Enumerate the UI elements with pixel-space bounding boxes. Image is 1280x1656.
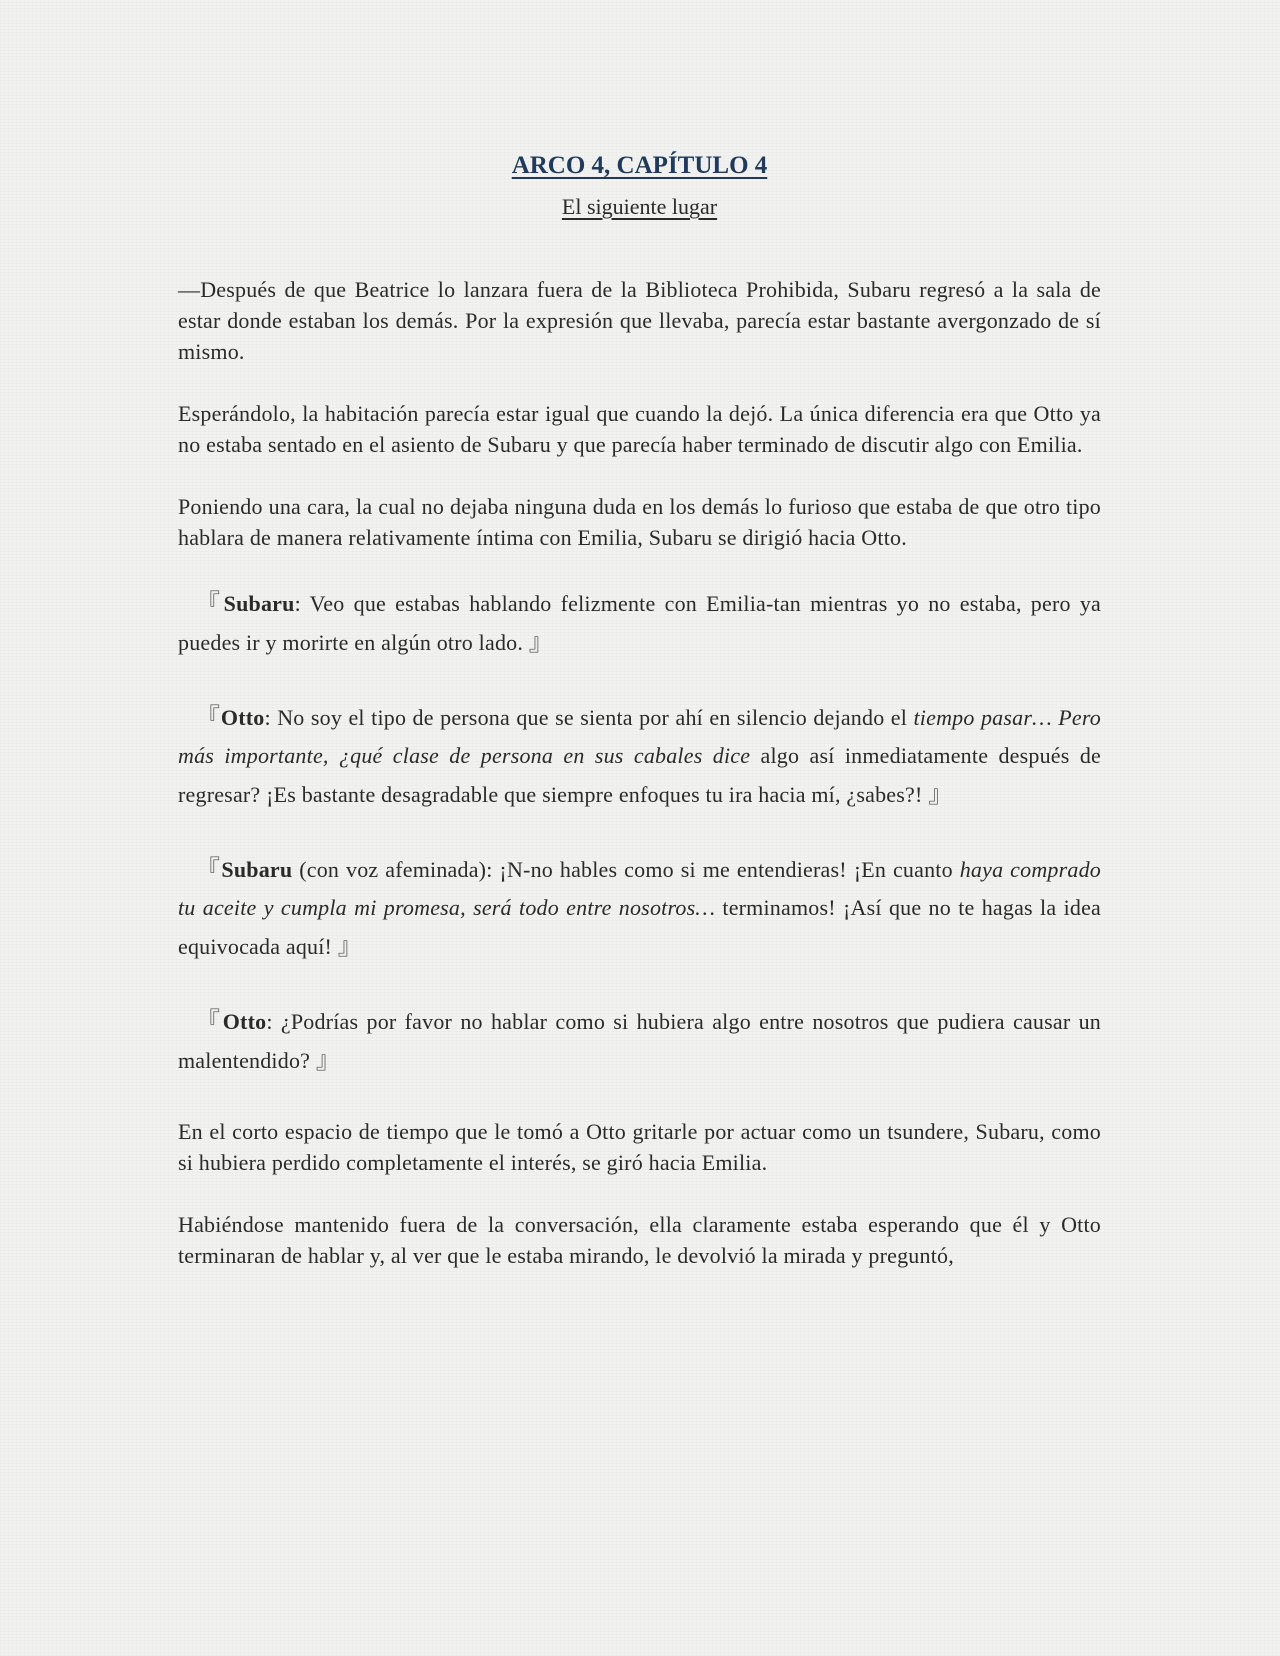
dialogue-text: ¡N-no hables como si me entendieras! ¡En cuanto xyxy=(492,857,960,882)
narrative-paragraph: Habiéndose mantenido fuera de la conversación, ella claramente estaba esperando que él y Otto terminaran de hablar y, al ver que le estaba mirando, le devolvió la mirada y preguntó, xyxy=(178,1212,1101,1268)
open-bracket-glyph: 『 xyxy=(196,589,224,617)
dialogue-text: No soy el tipo de persona que se sienta por ahí en silencio dejando el xyxy=(270,705,914,730)
dialogue-text-continued: terminamos! ¡Así que no te hagas la idea equivocada aquí! xyxy=(178,895,1102,959)
document-page xyxy=(178,146,1101,1302)
close-bracket-glyph: 』 xyxy=(928,780,953,808)
open-bracket-glyph: 『 xyxy=(196,1007,223,1035)
dialogue-italic-text: tiempo pasar… Pero más importante, ¿qué clase de persona en sus cabales dice xyxy=(178,705,1101,768)
dialogue-line xyxy=(178,850,1101,966)
speaker-separator: (con voz afeminada): xyxy=(292,857,493,882)
speaker-name: Subaru xyxy=(221,857,293,882)
speaker-name: Otto xyxy=(220,705,265,730)
dialogue-text-continued: algo así inmediatamente después de regresar? ¡Es bastante desagradable que siempre enfoques tu ira hacia mí, ¿sabes?! xyxy=(178,743,1101,807)
close-bracket-glyph: 』 xyxy=(528,628,553,656)
dialogue-italic-text: haya comprado tu aceite y cumpla mi promesa, será todo entre nosotros… xyxy=(178,857,1101,920)
open-bracket-glyph: 『 xyxy=(196,703,221,731)
close-bracket-glyph: 』 xyxy=(315,1046,341,1074)
speaker-name: Subaru xyxy=(223,591,295,616)
dialogue-text: ¿Podrías por favor no hablar como si hubiera algo entre nosotros que pudiera causar un malentendido? xyxy=(178,1009,1101,1073)
chapter-subtitle: El siguiente lugar xyxy=(561,194,718,219)
dialogue-line xyxy=(178,1002,1101,1080)
narrative-paragraph: Esperándolo, la habitación parecía estar igual que cuando la dejó. La única diferencia era que Otto ya no estaba sentado en el asiento de Subaru y que parecía haber terminado de discutir algo con Emilia. xyxy=(178,401,1101,457)
dialogue-line xyxy=(178,698,1101,814)
close-bracket-glyph: 』 xyxy=(337,932,362,960)
chapter-title: ARCO 4, CAPÍTULO 4 xyxy=(511,152,768,179)
speaker-separator: : xyxy=(266,1009,273,1034)
speaker-separator: : xyxy=(264,705,271,730)
dialogue-line xyxy=(178,584,1101,662)
narrative-paragraph: Poniendo una cara, la cual no dejaba ninguna duda en los demás lo furioso que estaba de que otro tipo hablara de manera relativamente íntima con Emilia, Subaru se dirigió hacia Otto. xyxy=(178,494,1101,550)
speaker-name: Otto xyxy=(222,1009,267,1034)
open-bracket-glyph: 『 xyxy=(196,855,222,883)
dialogue-text: Veo que estabas hablando felizmente con Emilia-tan mientras yo no estaba, pero ya puedes ir y morirte en algún otro lado. xyxy=(178,591,1102,655)
narrative-paragraph: En el corto espacio de tiempo que le tomó a Otto gritarle por actuar como un tsundere, Subaru, como si hubiera perdido completamente el interés, se giró hacia Emilia. xyxy=(178,1119,1101,1175)
narrative-paragraph: —Después de que Beatrice lo lanzara fuera de la Biblioteca Prohibida, Subaru regresó a la sala de estar donde estaban los demás. Por la expresión que llevaba, parecía estar bastante avergonzado de sí mismo. xyxy=(178,277,1101,364)
speaker-separator: : xyxy=(294,591,301,616)
chapter-body xyxy=(178,274,1101,1271)
